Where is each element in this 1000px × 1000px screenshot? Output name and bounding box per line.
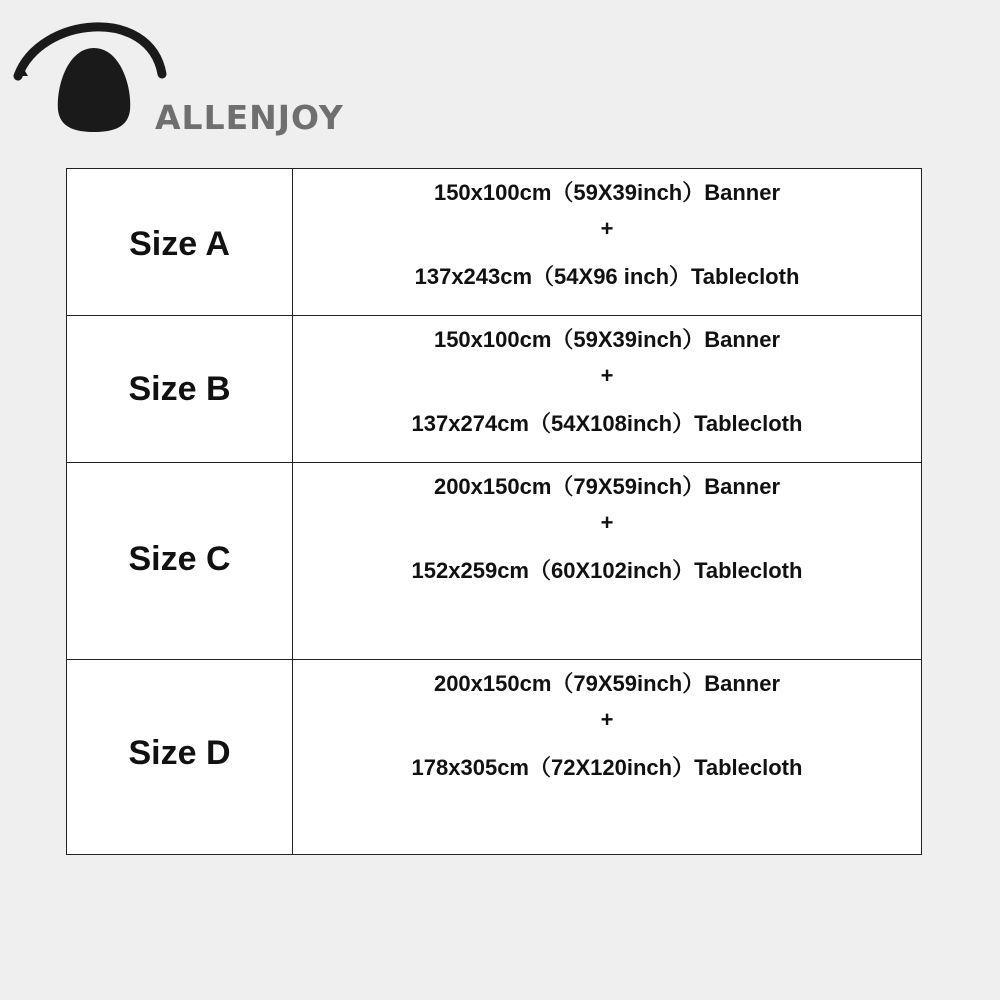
brand-name: ALLENJOY	[155, 98, 344, 137]
table-row	[67, 660, 922, 855]
plus-sign: +	[600, 363, 614, 388]
size-label: Size C	[128, 540, 231, 578]
size-label: Size D	[128, 733, 231, 772]
tablecloth-dimensions: 137x274cm（54X108inch）Tablecloth	[411, 411, 803, 436]
size-description	[293, 672, 921, 792]
banner-dimensions: 150x100cm（59X39inch）Banner	[433, 180, 781, 205]
brand-logo	[10, 14, 344, 144]
size-description	[293, 181, 921, 301]
plus-sign: +	[600, 510, 614, 535]
table-row	[67, 463, 922, 660]
plus-sign: +	[600, 216, 614, 241]
banner-dimensions: 200x150cm（79X59inch）Banner	[433, 671, 781, 696]
size-table	[66, 168, 922, 855]
allenjoy-egg-arc-logo-icon	[10, 14, 170, 144]
size-label: Size A	[129, 224, 230, 263]
size-label: Size B	[128, 369, 231, 408]
table-row	[67, 316, 922, 463]
table-row	[67, 169, 922, 316]
banner-dimensions: 200x150cm（79X59inch）Banner	[433, 474, 781, 499]
tablecloth-dimensions: 152x259cm（60X102inch）Tablecloth	[411, 558, 803, 583]
plus-sign: +	[600, 707, 614, 732]
size-description	[293, 328, 921, 448]
tablecloth-dimensions: 178x305cm（72X120inch）Tablecloth	[411, 755, 803, 780]
tablecloth-dimensions: 137x243cm（54X96 inch）Tablecloth	[414, 264, 800, 289]
banner-dimensions: 150x100cm（59X39inch）Banner	[433, 327, 781, 352]
size-description	[293, 475, 921, 595]
